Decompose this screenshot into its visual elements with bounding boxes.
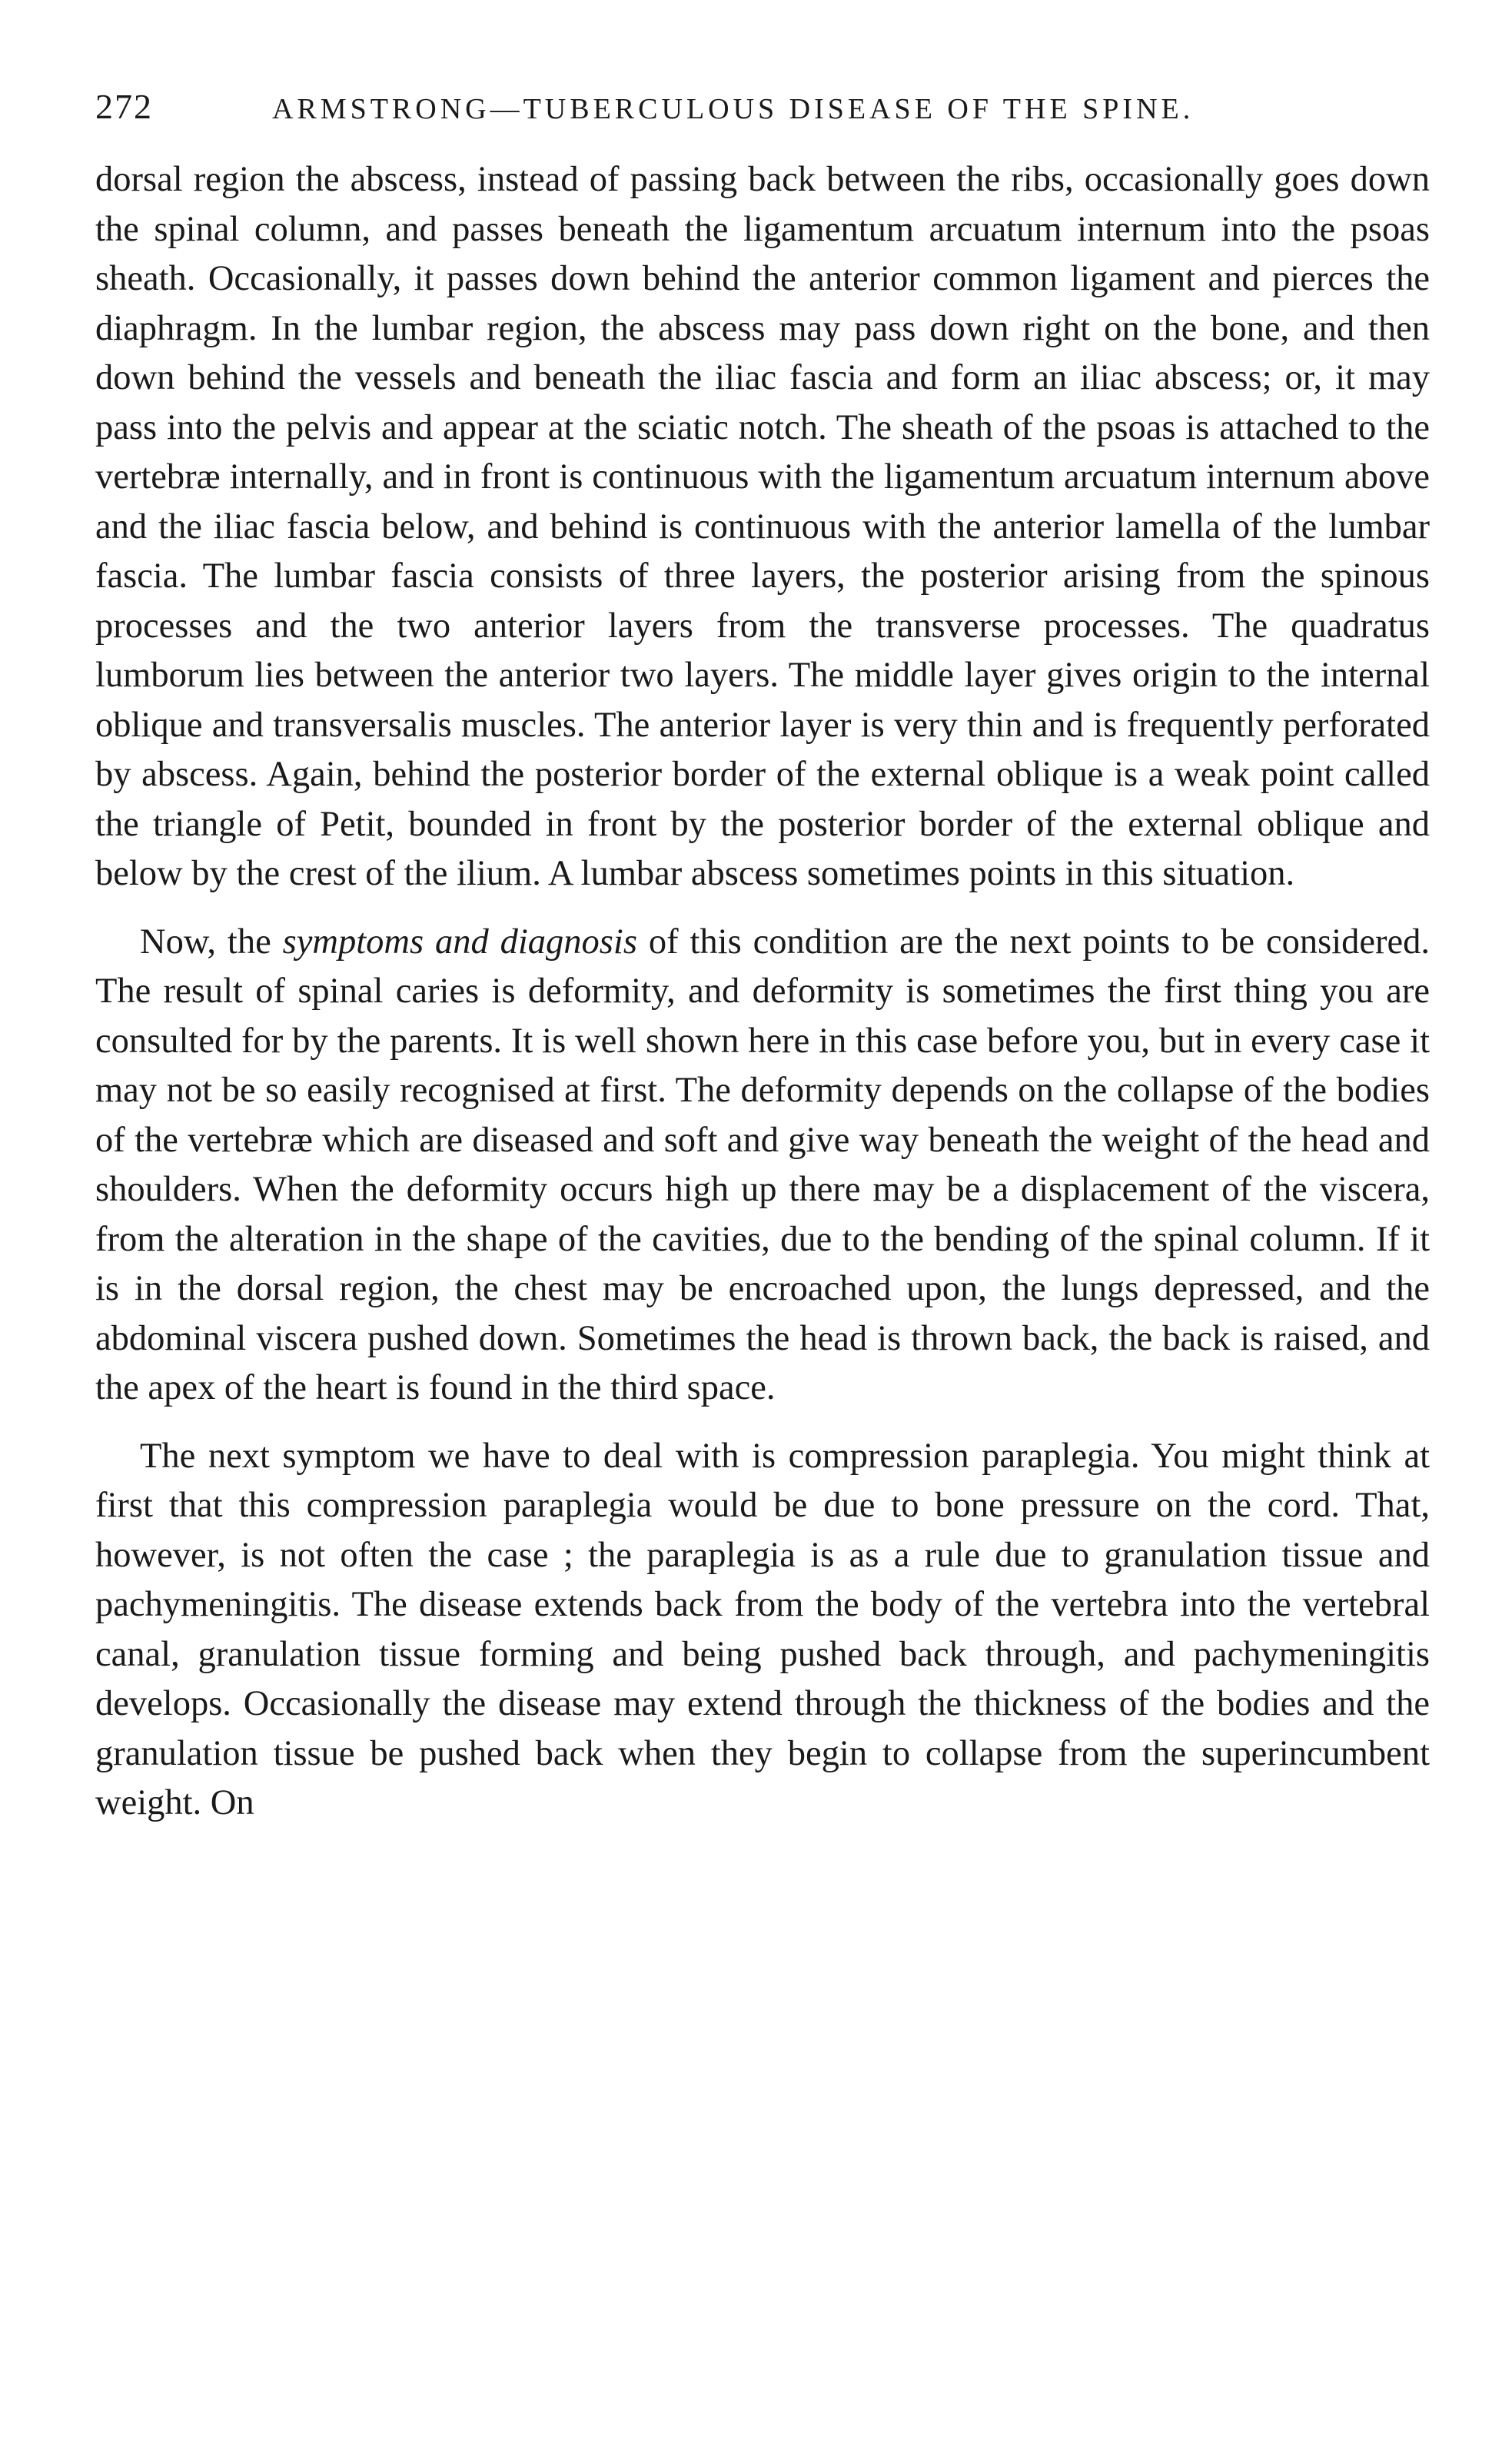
- paragraph-compression-paraplegia: The next symptom we have to deal with is compression paraplegia. You might think at first that this compression paraplegia would be due to bone pressure on the cord. That, however, is not often the case ; the paraplegia is as a rule due to granulation tissue and pachymeningitis. The disease extends back from the body of the vertebra into the vertebral canal, granulation tissue forming and being pushed back through, and pachymeningitis develops. Occasionally the disease may extend through the thickness of the bodies and the granulation tissue be pushed back when they begin to collapse from the superincumbent weight. On: [95, 1436, 1430, 1822]
- paragraph-symptoms-lead: Now, the: [140, 922, 283, 962]
- running-title: ARMSTRONG—TUBERCULOUS DISEASE OF THE SPINE.: [272, 93, 1195, 125]
- page-number: 272: [95, 87, 153, 126]
- paragraph-symptoms-body: of this condition are the next points to be considered. The result of spinal caries is deformity, and deformity is sometimes the first thing you are consulted for by the parents. It is well shown here in this case before you, but in every case it may not be so easily recognised at first. The deformity depends on the collapse of the bodies of the vertebræ which are diseased and soft and give way beneath the weight of the head and shoulders. When the deformity occurs high up there may be a displacement of the viscera, from the alteration in the shape of the cavities, due to the bending of the spinal column. If it is in the dorsal region, the chest may be encroached upon, the lungs depressed, and the abdominal viscera pushed down. Sometimes the head is thrown back, the back is raised, and the apex of the heart is found in the third space.: [95, 922, 1430, 1407]
- running-header: [95, 86, 1430, 148]
- document-page: [95, 86, 1430, 1829]
- symptoms-diagnosis-italic: symptoms and diagnosis: [282, 922, 637, 962]
- paragraph-abscess-course: dorsal region the abscess, instead of passing back between the ribs, occasionally goes down the spinal column, and passes beneath the ligamentum arcuatum internum into the psoas sheath. Occasionally, it passes down behind the anterior common ligament and pierces the diaphragm. In the lumbar region, the abscess may pass down right on the bone, and then down behind the vessels and beneath the iliac fascia and form an iliac abscess; or, it may pass into the pelvis and appear at the sciatic notch. The sheath of the psoas is attached to the vertebræ internally, and in front is continuous with the ligamentum arcuatum internum above and the iliac fascia below, and behind is continuous with the anterior lamella of the lumbar fascia. The lumbar fascia consists of three layers, the posterior arising from the spinous processes and the two anterior layers from the transverse processes. The quadratus lumborum lies between the anterior two layers. The middle layer gives origin to the internal oblique and transversalis muscles. The anterior layer is very thin and is frequently perforated by abscess. Again, behind the posterior border of the external oblique is a weak point called the triangle of Petit, bounded in front by the posterior border of the external oblique and below by the crest of the ilium. A lumbar abscess sometimes points in this situation.: [95, 160, 1430, 893]
- paragraph-symptoms-diagnosis: [95, 918, 1430, 1414]
